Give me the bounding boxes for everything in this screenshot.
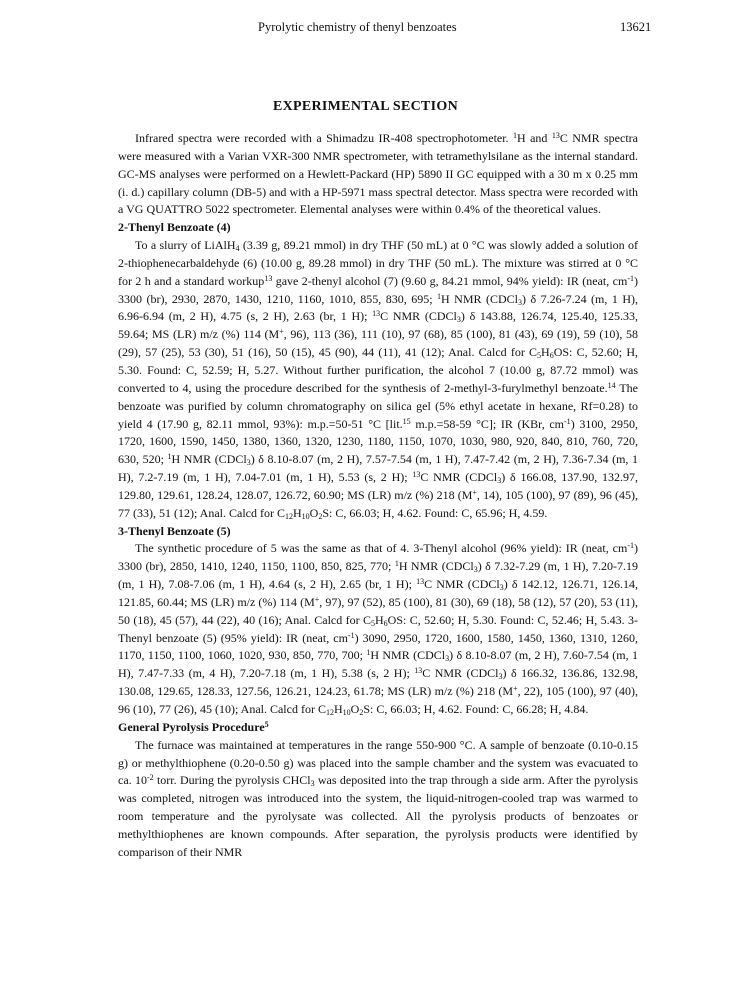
general-paragraph: Infrared spectra were recorded with a Shimadzu IR-408 spectrophotometer. $^1$H and $^{13}$C NMR spectra were measured with a Varian VXR-300 NMR spectrometer, with tetramethylsilane as the internal standard. GC-MS analyses were performed on a Hewlett-Packard (HP) 5890 II GC equipped with a 30 m x 0.25 mm (i. d.) capillary column (DB-5) and with a HP-5971 mass spectral detector. Mass spectra were recorded with a VG QUATTRO 5022 spectrometer. Elemental analyses were within 0.4% of the theoretical values. <box>118 131 638 217</box>
pyrolysis-paragraph: The furnace was maintained at temperatures in the range 550-900 °C. A sample of benzoate (0.10-0.15 g) or methylthiophene (0.20-0.50 g) was placed into the sample chamber and the system was evacuated to ca. $10^{-2}$ torr. During the pyrolysis CHCl$_3$ was deposited into the trap through a side arm. After the pyrolysis was completed, nitrogen was introduced into the system, the liquid-nitrogen-cooled trap was warmed to room temperature and the pyrolysate was collected. All the pyrolysis products of benzoates or methylthiophenes are known compounds. After separation, the pyrolysis products were identified by comparison of their NMR <box>118 737 638 859</box>
running-title: Pyrolytic chemistry of thenyl benzoates <box>258 20 457 34</box>
body-text <box>118 130 638 862</box>
heading-3-thenyl-benzoate: 3-Thenyl Benzoate (5) <box>118 523 231 538</box>
compound-5-paragraph: The synthetic procedure of 5 was the same as that of 4. 3-Thenyl alcohol (96% yield): IR (neat, $cm^{-1}$) 3300 (br), 2850, 1410, 1240, 1150, 1100, 850, 825, 770; $^1$H NMR (CDCl$_3$) δ 7.32-7.29 (m, 1 H), 7.20-7.19 (m, 1 H), 7.08-7.06 (m, 1 H), 4.64 (s, 2 H), 2.65 (br, 1 H); $^{13}$C NMR (CDCl$_3$) δ 142.12, 126.71, 126.14, 121.85, 60.44; MS (LR) m/z (%) 114 (M+, 97), 97 (52), 85 (100), 81 (30), 69 (18), 58 (12), 57 (20), 53 (11), 50 (18), 45 (57), 44 (22), 40 (16); Anal. Calcd for $C_5H_6OS$: C, 52.60; H, 5.30. Found: C, 52.46; H, 5.43. 3-Thenyl benzoate (5) (95% yield): IR (neat, $cm^{-1}$) 3090, 2950, 1720, 1600, 1580, 1450, 1360, 1310, 1260, 1170, 1150, 1100, 1060, 1020, 930, 850, 770, 700; $^1$H NMR (CDCl$_3$) δ 8.10-8.07 (m, 2 H), 7.60-7.54 (m, 1 H), 7.47-7.33 (m, 4 H), 7.20-7.18 (m, 1 H), 5.38 (s, 2 H); $^{13}$C NMR (CDCl$_3$) δ 166.32, 136.86, 132.98, 130.08, 129.65, 128.33, 127.56, 126.21, 124.23, 61.78; MS (LR) m/z (%) 218 (M+, 22), 105 (100), 97 (40), 96 (10), 77 (26), 45 (10); Anal. Calcd for $C_{12}H_{10}O_2S$: C, 66.03; H, 4.62. Found: C, 66.28; H, 4.84. <box>118 541 639 717</box>
page-number: 13621 <box>620 20 652 34</box>
section-title: EXPERIMENTAL SECTION <box>272 99 459 114</box>
heading-general-pyrolysis: General Pyrolysis Procedure$^5$ <box>118 719 269 734</box>
compound-4-paragraph: To a slurry of LiAlH$_4$ (3.39 g, 89.21 mmol) in dry THF (50 mL) at 0 °C was slowly added a solution of 2-thiophenecarbaldehyde (6) (10.00 g, 89.28 mmol) in dry THF (50 mL). The mixture was stirred at 0 °C for 2 h and a standard workup$^{13}$ gave 2-thenyl alcohol (7) (9.60 g, 84.21 mmol, 94% yield): IR (neat, $cm^{-1}$) 3300 (br), 2930, 2870, 1430, 1210, 1160, 1010, 855, 830, 695; $^1$H NMR (CDCl$_3$) δ 7.26-7.24 (m, 1 H), 6.96-6.94 (m, 2 H), 4.75 (s, 2 H), 2.63 (br, 1 H); $^{13}$C NMR (CDCl$_3$) δ 143.88, 126.74, 125.40, 125.33, 59.64; MS (LR) m/z (%) 114 (M+, 96), 113 (36), 111 (10), 97 (68), 85 (100), 81 (43), 69 (19), 59 (10), 58 (29), 57 (25), 53 (30), 51 (16), 50 (15), 45 (90), 44 (11), 41 (12); Anal. Calcd for $C_5H_6OS$: C, 52.60; H, 5.30. Found: C, 52.59; H, 5.27. Without further purification, the alcohol 7 (10.00 g, 87.72 mmol) was converted to 4, using the procedure described for the synthesis of 2-methyl-3-furylmethyl benzoate.$^{14}$ The benzoate was purified by column chromatography on silica gel (5% ethyl acetate in hexane, Rf=0.28) to yield 4 (17.90 g, 82.11 mmol, 93%): m.p.=50-51 °C [lit.$^{15}$ m.p.=58-59 °C]; IR (KBr, $cm^{-1}$) 3100, 2950, 1720, 1600, 1590, 1450, 1380, 1360, 1320, 1230, 1180, 1150, 1070, 1030, 980, 920, 840, 810, 760, 720, 630, 520; $^1$H NMR (CDCl$_3$) δ 8.10-8.07 (m, 2 H), 7.57-7.54 (m, 1 H), 7.47-7.42 (m, 2 H), 7.36-7.34 (m, 1 H), 7.2-7.19 (m, 1 H), 7.04-7.01 (m, 1 H), 5.53 (s, 2 H); $^{13}$C NMR (CDCl$_3$) δ 166.08, 137.90, 132.97, 129.80, 129.61, 128.24, 128.07, 126.72, 60.90; MS (LR) m/z (%) 218 (M+, 14), 105 (100), 97 (89), 96 (45), 77 (33), 51 (12); Anal. Calcd for $C_{12}H_{10}O_2S$: C, 66.03; H, 4.62. Found: C, 65.96; H, 4.59. <box>118 238 638 521</box>
heading-2-thenyl-benzoate: 2-Thenyl Benzoate (4) <box>118 220 231 235</box>
